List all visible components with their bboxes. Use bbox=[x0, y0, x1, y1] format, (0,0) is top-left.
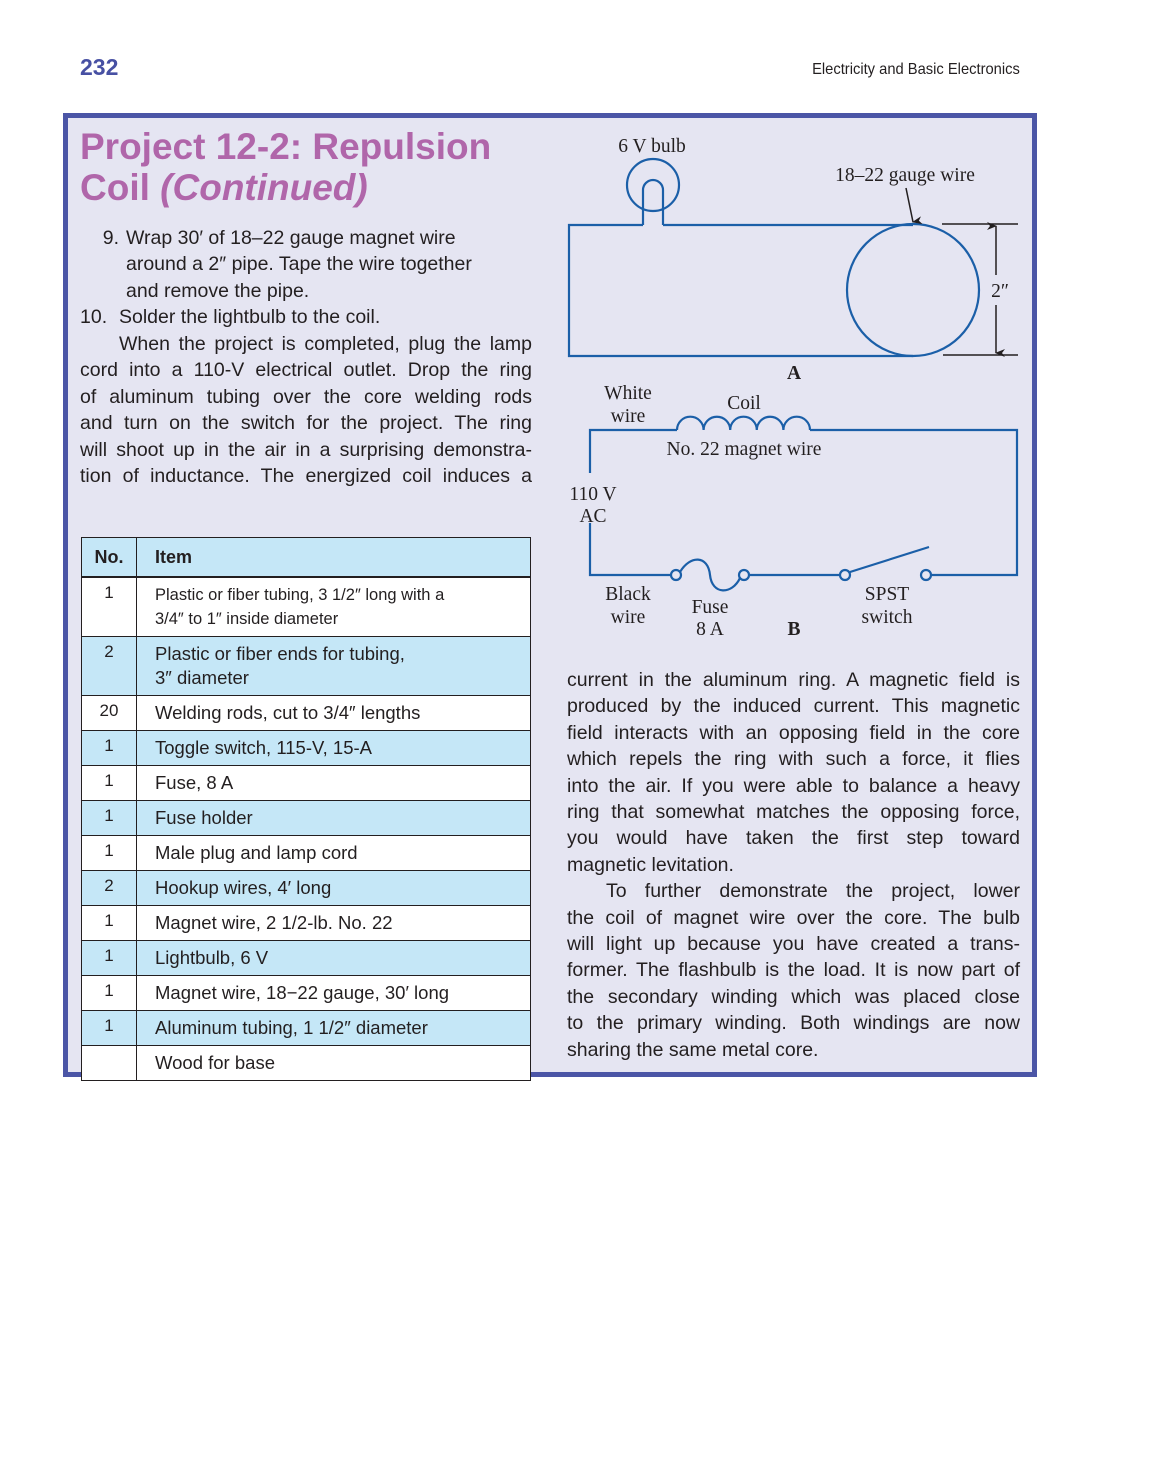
item-text: Lightbulb, 6 V bbox=[155, 947, 269, 968]
switch-label: switch bbox=[861, 607, 913, 628]
cell-no: 2 bbox=[82, 637, 137, 696]
item-text: Toggle switch, 115-V, 15-A bbox=[155, 737, 372, 758]
coil-icon bbox=[677, 417, 810, 430]
source-label: AC bbox=[579, 506, 607, 527]
switch-label: SPST bbox=[864, 584, 910, 605]
running-head: Electricity and Basic Electronics bbox=[812, 61, 1020, 78]
bulb-icon bbox=[627, 159, 679, 211]
wire-loop bbox=[569, 225, 913, 356]
item-text: Plastic or fiber ends for tubing, bbox=[155, 643, 405, 664]
item-text: Male plug and lamp cord bbox=[155, 842, 358, 863]
text-line: into the air. If you were able to balance a heavy bbox=[567, 774, 1020, 797]
step-number: 10. bbox=[80, 306, 108, 329]
magnet-wire-label: No. 22 magnet wire bbox=[666, 439, 822, 460]
text-line: former. The flashbulb is the load. It is now part of bbox=[567, 959, 1020, 982]
dimension-label: 2″ bbox=[991, 281, 1009, 302]
bulb-filament bbox=[643, 180, 663, 225]
text-line: field interacts with an opposing field in the core bbox=[567, 721, 1020, 744]
step-line: and remove the pipe. bbox=[126, 279, 310, 302]
step-number: 9. bbox=[102, 227, 119, 249]
cell-no: 20 bbox=[82, 696, 137, 731]
switch-terminal bbox=[840, 570, 850, 580]
cell-no: 1 bbox=[82, 577, 137, 637]
page-number: 232 bbox=[80, 54, 119, 80]
pointer-arrow bbox=[906, 188, 913, 222]
header-no: No. bbox=[82, 538, 137, 578]
item-text: Fuse holder bbox=[155, 807, 253, 828]
black-wire-label: wire bbox=[610, 607, 646, 628]
text-line: To further demonstrate the project, lower bbox=[606, 880, 1020, 903]
white-wire-label: wire bbox=[610, 406, 646, 427]
item-text: Wood for base bbox=[155, 1052, 275, 1073]
switch-terminal bbox=[921, 570, 931, 580]
text-line: ring that somewhat matches the opposing force, bbox=[567, 801, 1020, 824]
text-line: of aluminum tubing over the core welding rods bbox=[80, 385, 532, 408]
figure-a-label: A bbox=[786, 363, 802, 384]
item-text: 3″ diameter bbox=[155, 667, 249, 688]
cell-no: 1 bbox=[82, 801, 137, 836]
text-line: produced by the induced current. This magnetic bbox=[567, 695, 1020, 718]
cell-no: 1 bbox=[82, 1011, 137, 1046]
switch-lever bbox=[850, 547, 929, 572]
text-line: will shoot up in the air in a surprising demonstra- bbox=[80, 438, 532, 461]
figure-b-label: B bbox=[787, 619, 801, 640]
text-line: magnetic levitation. bbox=[567, 853, 734, 876]
cell-no: 2 bbox=[82, 871, 137, 906]
item-text: Magnet wire, 2 1/2-lb. No. 22 bbox=[155, 912, 393, 933]
coil-ring bbox=[847, 224, 979, 356]
text-line: to the primary winding. Both windings are now bbox=[567, 1012, 1020, 1035]
black-wire-label: Black bbox=[605, 584, 651, 605]
fuse-label: 8 A bbox=[696, 619, 724, 640]
wire-gauge-label: 18–22 gauge wire bbox=[835, 165, 975, 186]
text-line: the coil of magnet wire over the core. The bulb bbox=[567, 906, 1020, 929]
item-text: Fuse, 8 A bbox=[155, 772, 234, 793]
white-wire-label: White bbox=[604, 383, 652, 404]
item-text: Aluminum tubing, 1 1/2″ diameter bbox=[155, 1017, 428, 1038]
source-label: 110 V bbox=[569, 484, 617, 505]
text-line: sharing the same metal core. bbox=[567, 1038, 819, 1061]
cell-no: 1 bbox=[82, 731, 137, 766]
cell-no: 1 bbox=[82, 766, 137, 801]
text-line: the secondary winding which was placed close bbox=[567, 985, 1020, 1008]
text-line: cord into a 110-V electrical outlet. Drop the ring bbox=[80, 359, 532, 382]
cell-no: 1 bbox=[82, 906, 137, 941]
cell-no: 1 bbox=[82, 836, 137, 871]
step-line: around a 2″ pipe. Tape the wire together bbox=[126, 253, 472, 276]
item-text: 3/4″ to 1″ inside diameter bbox=[155, 610, 339, 628]
cell-no: 1 bbox=[82, 941, 137, 976]
title-emphasis: (Continued) bbox=[160, 167, 368, 208]
text-line: and turn on the switch for the project. The ring bbox=[80, 412, 532, 435]
text-line: When the project is completed, plug the lamp bbox=[119, 333, 532, 355]
text-line: will light up because you have created a trans- bbox=[567, 933, 1020, 956]
title-main: Project 12-2: Repulsion Coil bbox=[80, 126, 492, 208]
text-line: tion of inductance. The energized coil induces a bbox=[80, 465, 532, 488]
text-line: current in the aluminum ring. A magnetic field is bbox=[567, 669, 1020, 691]
step-line: Wrap 30′ of 18–22 gauge magnet wire bbox=[126, 227, 456, 249]
coil-label: Coil bbox=[727, 393, 761, 414]
text-line: you would have taken the first step toward bbox=[567, 827, 1020, 850]
item-text: Hookup wires, 4′ long bbox=[155, 877, 332, 898]
cell-no: 1 bbox=[82, 976, 137, 1011]
fuse-icon bbox=[680, 560, 740, 591]
circuit-wire-bottom bbox=[590, 523, 840, 575]
item-text: Magnet wire, 18−22 gauge, 30′ long bbox=[155, 982, 450, 1003]
bulb-label: 6 V bulb bbox=[618, 136, 686, 157]
step-line: Solder the lightbulb to the coil. bbox=[119, 306, 381, 329]
item-text: Welding rods, cut to 3/4″ lengths bbox=[155, 702, 421, 723]
header-item: Item bbox=[137, 538, 531, 578]
fuse-label: Fuse bbox=[691, 597, 729, 618]
text-line: which repels the ring with such a force, it flies bbox=[567, 748, 1020, 771]
item-text: Plastic or fiber tubing, 3 1/2″ long with a bbox=[155, 586, 445, 604]
